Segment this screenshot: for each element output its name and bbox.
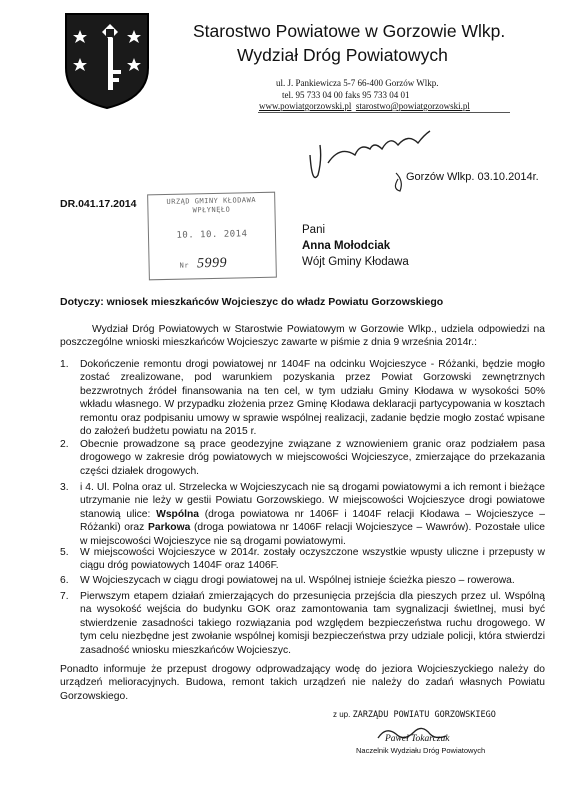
addressee-name: Anna Mołodciak <box>302 240 391 252</box>
stamp-date: 10. 10. 2014 <box>176 229 248 241</box>
stamp-number-value: 5999 <box>196 255 228 272</box>
list-item: 1. Dokończenie remontu drogi powiatowej nr 1404F na odcinku Wojcieszyce - Różanki, będzie mogło zostać zrealizowane, pod warunkiem pozyskania przez Powiat Gorzowski zewnętrznych bezzwrotnych źródeł finansowania na ten cel, w tym udziału Gminy Kłodawa w wysokości 50% wkładu własnego. W przypadku złożenia przez Gminę Kłodawa deklaracji partycypowania w kosztach remontu oraz podpisaniu umowy w sprawie wspólnej realizacji, zadanie będzie mogło zostać wpisane do założeń budżetu powiatu na 2015 r. <box>60 359 545 438</box>
receipt-stamp <box>147 192 277 281</box>
list-item: 3. i 4. Ul. Polna oraz ul. Strzelecka w Wojcieszycach nie są drogami powiatowymi a ich remont i bieżące utrzymanie nie leży w gestii Powiatu Gorzowskiego. W miejscowości Wojcieszyce drogi powiatowe stanowią ulice: Wspólna (droga powiatowa nr 1406F i 1404F relacji Kłodawa – Wojcieszyce – Różanki) oraz Parkowa (droga powiatowa nr 1406F relacji Wojcieszyce – Wawrów). Pozostałe ulice w miejscowości Wojcieszyce nie są drogami powiatowymi. <box>60 482 545 547</box>
reference-number: DR.041.17.2014 <box>60 198 137 210</box>
header-divider <box>258 112 510 113</box>
coat-of-arms-icon <box>62 10 152 110</box>
address-line: ul. J. Pankiewicza 5-7 66-400 Gorzów Wlkp. <box>276 78 439 88</box>
stamp-number-label: Nr <box>179 261 190 270</box>
handwritten-signature <box>300 115 450 195</box>
phone-fax-line: tel. 95 733 04 00 faks 95 733 04 01 <box>282 90 410 100</box>
signatory-title: Naczelnik Wydziału Dróg Powiatowych <box>356 746 486 755</box>
organization-title: Starostwo Powiatowe w Gorzowie Wlkp. <box>193 21 506 41</box>
email-link[interactable]: starostwo@powiatgorzowski.pl <box>355 101 470 111</box>
place-and-date: Gorzów Wlkp. 03.10.2014r. <box>406 171 539 183</box>
salutation: Pani <box>302 224 326 236</box>
addressee-title: Wójt Gminy Kłodawa <box>302 256 409 268</box>
list-item: 5. W miejscowości Wojcieszyce w 2014r. zostały oczyszczone wszystkie wpusty uliczne i przepusty w ciągu dróg powiatowych 1404F oraz 1406F. <box>60 547 545 572</box>
website-link[interactable]: www.powiatgorzowski.pl <box>259 101 352 111</box>
intro-paragraph: Wydział Dróg Powiatowych w Starostwie Powiatowym w Gorzowie Wlkp., udziela odpowiedzi na poszczególne wnioski mieszkańców Wojcieszyc zawarte w piśmie z dnia 9 września 2014r.: <box>60 324 545 349</box>
signatory-name: Paweł Tokarczuk <box>385 734 450 744</box>
list-item: 7. Pierwszym etapem działań zmierzających do przesunięcia przejścia dla pieszych przez ul. Wspólną na wysokość wejścia do budynku GOK oraz zamontowania tam sygnalizacji świetlnej, musi być stwierdzenie zasadności takiego rozwiązania pod względem bezpieczeństwa ruchu drogowego. W tym celu niezbędne jest zwołanie wspólnej komisji bezpieczeństwa przy udziale policji, która stwierdzi zasadność wniosku mieszkańców Wojcieszyc. <box>60 591 545 656</box>
stamp-received: WPŁYNĘŁO <box>192 205 231 215</box>
closing-paragraph: Ponadto informuje że przepust drogowy odprowadzający wodę do jeziora Wojcieszyckiego należy do urządzeń melioracyjnych. Budowa, remont takich urządzeń nie należy do zadań własnych Powiatu Gorzowskiego. <box>60 664 545 702</box>
addressee <box>302 222 409 270</box>
web-email-line <box>259 101 470 112</box>
list-item: 6. W Wojcieszycach w ciągu drogi powiatowej na ul. Wspólnej istnieje ścieżka pieszo – rowerowa. <box>60 575 515 586</box>
stamp-number <box>179 255 269 273</box>
list-item: 2. Obecnie prowadzone są prace geodezyjne związane z wznowieniem granic oraz podziałem pasa drogowego w zakresie dróg powiatowych w miejscowości Wojcieszyce, zmierzające do przekazania części działek drogowych. <box>60 439 545 477</box>
signature-authority: z up. ZARZĄDU POWIATU GORZOWSKIEGO <box>333 710 496 720</box>
stamp-office: URZĄD GMINY KŁODAWA <box>166 196 257 206</box>
subject-line: Dotyczy: wniosek mieszkańców Wojcieszyc do władz Powiatu Gorzowskiego <box>60 296 444 308</box>
department-title: Wydział Dróg Powiatowych <box>237 45 448 65</box>
